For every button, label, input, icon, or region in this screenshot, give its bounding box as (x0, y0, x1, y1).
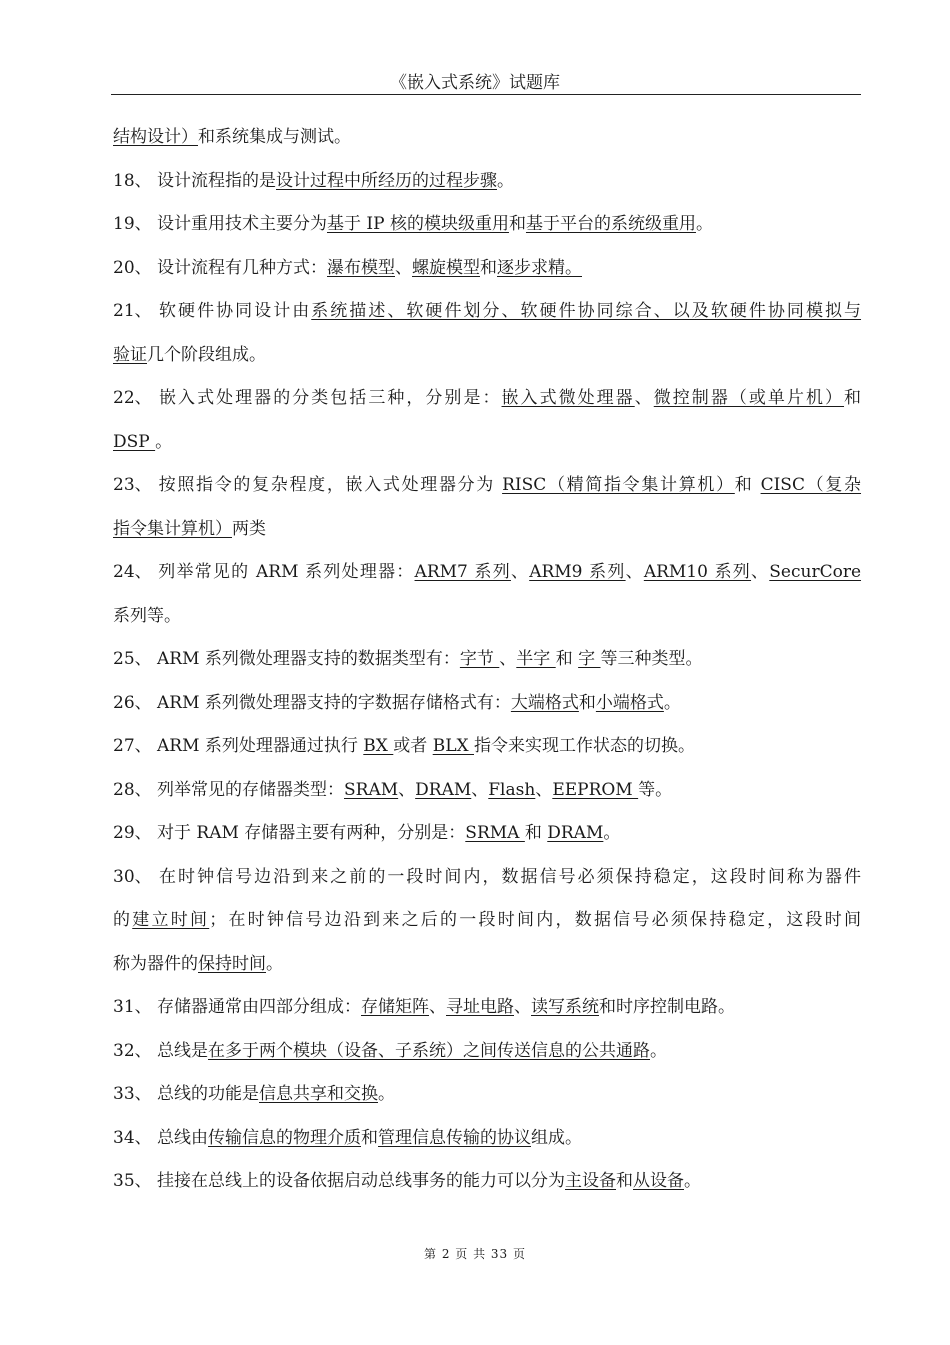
question-text: 和 (508, 214, 526, 234)
question-text: 指令来实现工作状态的切换。 (474, 736, 695, 756)
question-number: 32、 (113, 1040, 152, 1061)
text-line (113, 945, 861, 989)
question-number: 30、 (113, 866, 152, 887)
answer-blank-text: 嵌入式微处理器 (501, 388, 635, 408)
question-text: 列举常见的 ARM 系列处理器： (157, 562, 415, 582)
answer-blank-text: RISC（精简指令集计算机） (502, 475, 735, 495)
question-number: 22、 (113, 388, 152, 408)
question-text: 设计流程指的是 (157, 170, 276, 191)
answer-blank-text: CISC（复杂 (760, 475, 862, 495)
text-line (113, 118, 861, 162)
question-text: ARM 系列处理器通过执行 (157, 736, 364, 756)
question-number: 20、 (113, 257, 152, 278)
question-text: 。 (497, 170, 514, 191)
text-line (113, 727, 861, 771)
question-number: 34、 (113, 1127, 152, 1148)
question-number: 25、 (113, 649, 152, 669)
question-text: 、 (499, 649, 517, 669)
answer-blank-text: DSP (113, 431, 156, 452)
text-line (113, 901, 861, 945)
text-line (113, 205, 861, 249)
answer-blank-text: 半字 (516, 649, 556, 669)
answer-blank-text: 在多于两个模块（设备、子系统）之间传送信息的公共通路 (208, 1040, 650, 1061)
question-number: 26、 (113, 692, 152, 713)
question-text: ；在时钟信号边沿到来之后的一段时间内，数据信号必须保持稳定，这段时间 (209, 910, 862, 930)
text-line (113, 249, 861, 293)
question-text: 总线由 (157, 1127, 208, 1148)
question-text: 两类 (232, 518, 266, 539)
text-line (113, 597, 861, 641)
question-number: 21、 (113, 301, 152, 321)
question-text: 、 (634, 388, 654, 408)
text-line (113, 1119, 861, 1163)
question-text: 等三种类型。 (600, 649, 703, 669)
question-text: 称为器件的 (113, 953, 198, 974)
question-number: 33、 (113, 1084, 152, 1104)
page-header-title: 《嵌入式系统》试题库 (390, 73, 560, 93)
answer-blank-text: 大端格式 (510, 692, 579, 713)
question-text: 。 (378, 1084, 395, 1104)
question-text: 和 (844, 388, 862, 408)
text-line (113, 1075, 861, 1119)
answer-blank-text: 字节 (459, 649, 500, 669)
answer-blank-text: 保持时间 (198, 953, 266, 974)
question-number: 35、 (113, 1171, 152, 1191)
question-text: 。 (695, 214, 713, 234)
answer-blank-text: DRAM (547, 823, 604, 843)
question-text: 几个阶段组成。 (147, 344, 266, 365)
question-text: 列举常见的存储器类型： (157, 779, 344, 800)
answer-blank-text: 指令集计算机） (113, 518, 232, 539)
answer-blank-text: 字 (578, 649, 601, 669)
question-text: 总线的功能是 (157, 1084, 259, 1104)
question-number: 28、 (113, 779, 152, 800)
question-text: 或者 (393, 736, 433, 756)
question-text: 存储器通常由四部分组成： (157, 997, 361, 1017)
text-line (113, 684, 861, 728)
question-text: 、 (429, 997, 446, 1017)
answer-blank-text: 寻址电路 (446, 997, 514, 1017)
text-line (113, 814, 861, 858)
question-text: 和 (578, 692, 596, 713)
text-line (113, 988, 861, 1032)
question-number: 19、 (113, 214, 152, 234)
question-text: 、 (395, 257, 412, 278)
question-text: 等。 (638, 779, 673, 800)
question-text: 。 (650, 1040, 667, 1061)
question-text: 按照指令的复杂程度，嵌入式处理器分为 (157, 475, 503, 495)
answer-blank-text: 验证 (113, 344, 147, 365)
question-text: ARM 系列微处理器支持的字数据存储格式有： (157, 692, 511, 713)
question-text: 设计重用技术主要分为 (157, 214, 327, 234)
answer-blank-text: 读写系统 (531, 997, 599, 1017)
answer-blank-text: BX (363, 736, 394, 756)
question-text: 软硬件协同设计由 (157, 301, 312, 321)
question-text: 总线是 (157, 1040, 208, 1061)
answer-blank-text: 结构设计） (113, 127, 198, 147)
answer-blank-text: 基于 IP 核的模块级重用 (327, 214, 509, 234)
question-text: 、 (535, 779, 553, 800)
question-text: 对于 RAM 存储器主要有两种，分别是： (157, 823, 466, 843)
answer-blank-text: BLX (432, 736, 474, 756)
document-body (113, 118, 861, 1206)
question-text: 和 (734, 475, 761, 495)
answer-blank-text: 从设备 (633, 1171, 684, 1191)
question-text: 、 (471, 779, 489, 800)
question-text: 和 (480, 257, 497, 278)
answer-blank-text: ARM9 系列 (529, 562, 626, 582)
question-text: 、 (751, 562, 770, 582)
question-text: 嵌入式处理器的分类包括三种，分别是： (157, 388, 502, 408)
text-line (113, 771, 861, 815)
question-text: ARM 系列微处理器支持的数据类型有： (157, 649, 460, 669)
answer-blank-text: 主设备 (565, 1171, 616, 1191)
answer-blank-text: 存储矩阵 (361, 997, 429, 1017)
question-text: 系列等。 (113, 605, 181, 626)
text-line (113, 336, 861, 380)
question-number: 29、 (113, 823, 152, 843)
header-divider (111, 94, 861, 95)
question-text: 挂接在总线上的设备依据启动总线事务的能力可以分为 (157, 1171, 565, 1191)
answer-blank-text: 信息共享和交换 (259, 1084, 378, 1104)
answer-blank-text: 传输信息的物理介质 (208, 1127, 361, 1148)
answer-blank-text: 螺旋模型 (412, 257, 480, 278)
question-text: 。 (684, 1171, 701, 1191)
answer-blank-text: SecurCore (769, 562, 862, 582)
question-text: 。 (603, 823, 621, 843)
answer-blank-text: 建立时间 (132, 910, 210, 930)
answer-blank-text: 小端格式 (595, 692, 664, 713)
question-number: 23、 (113, 475, 152, 495)
answer-blank-text: SRAM (344, 779, 399, 800)
answer-blank-text: 微控制器（或单片机） (653, 388, 845, 408)
question-text: 组成。 (531, 1127, 582, 1148)
answer-blank-text: EEPROM (552, 779, 639, 800)
answer-blank-text: 设计过程中所经历的过程步骤 (276, 170, 497, 191)
question-text: 和 (555, 649, 579, 669)
text-line (113, 1032, 861, 1076)
question-number: 31、 (113, 997, 152, 1017)
question-text: 设计流程有几种方式： (157, 257, 327, 278)
question-text: 和 (524, 823, 548, 843)
question-text: 和 (616, 1171, 633, 1191)
answer-blank-text: ARM7 系列 (414, 562, 511, 582)
text-line (113, 292, 861, 336)
question-number: 18、 (113, 170, 152, 191)
answer-blank-text: 逐步求精。 (497, 257, 582, 278)
text-line (113, 510, 861, 554)
answer-blank-text: 基于平台的系统级重用 (525, 214, 696, 234)
question-number: 24、 (113, 562, 152, 582)
text-line (113, 466, 861, 510)
answer-blank-text: SRMA (465, 823, 525, 843)
question-text: 和时序控制电路。 (599, 997, 735, 1017)
question-number: 27、 (113, 736, 152, 756)
question-text: 、 (514, 997, 531, 1017)
answer-blank-text: DRAM (415, 779, 472, 800)
question-text: 、 (398, 779, 416, 800)
question-text: 。 (155, 431, 173, 452)
text-line (113, 162, 861, 206)
answer-blank-text: 瀑布模型 (327, 257, 395, 278)
question-text: 。 (266, 953, 283, 974)
question-text: 、 (510, 562, 530, 582)
text-line (113, 379, 861, 423)
answer-blank-text: 系统描述、软硬件划分、软硬件协同综合、以及软硬件协同模拟与 (311, 301, 862, 321)
question-text: 的 (113, 910, 133, 930)
text-line (113, 553, 861, 597)
text-line (113, 640, 861, 684)
answer-blank-text: ARM10 系列 (643, 562, 752, 582)
question-text: 、 (625, 562, 644, 582)
text-line (113, 858, 861, 902)
answer-blank-text: Flash (488, 779, 536, 800)
question-text: 和 (361, 1127, 378, 1148)
question-text: 。 (663, 692, 681, 713)
answer-blank-text: 管理信息传输的协议 (378, 1127, 531, 1148)
page-number-footer: 第 2 页 共 33 页 (424, 1247, 526, 1261)
text-line (113, 423, 861, 467)
question-text: 在时钟信号边沿到来之前的一段时间内，数据信号必须保持稳定，这段时间称为器件 (157, 866, 861, 887)
text-line (113, 1162, 861, 1206)
question-text: 和系统集成与测试。 (198, 127, 351, 147)
